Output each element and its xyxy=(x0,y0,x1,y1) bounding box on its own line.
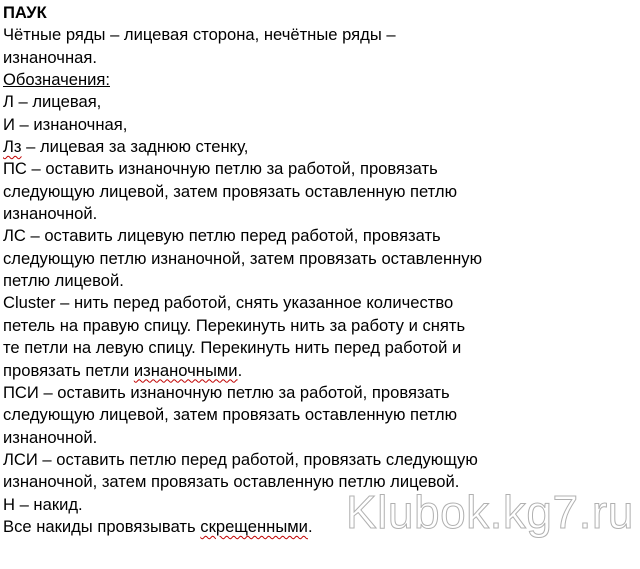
intro-line-1: Чётные ряды – лицевая сторона, нечётные ряды – xyxy=(3,25,396,45)
legend-psi-line-2: следующую лицевой, затем провязать оставленную петлю xyxy=(3,405,458,425)
final-word: скрещенными xyxy=(200,516,308,536)
legend-ls-line-1: ЛС – оставить лицевую петлю перед работой, провязать xyxy=(3,226,441,246)
legend-lz-abbr: Лз xyxy=(3,137,22,157)
legend-ps-line-1: ПС – оставить изнаночную петлю за работой, провязать xyxy=(3,159,438,179)
cluster-last-period: . xyxy=(237,360,243,380)
final-text: Все накиды провязывать xyxy=(3,516,201,536)
pattern-document xyxy=(3,2,635,538)
legend-ls-line-2: следующую петлю изнаночной, затем провязать оставленную xyxy=(3,248,483,268)
legend-cluster-line-1: Cluster – нить перед работой, снять указанное количество xyxy=(3,293,454,313)
legend-lz-text: – лицевая за заднюю стенку, xyxy=(21,137,249,157)
intro-line-2: изнаночная. xyxy=(3,47,97,67)
site-watermark: Klubok.kg7.ru xyxy=(346,486,634,538)
final-period: . xyxy=(307,516,313,536)
cluster-last-word: изнаночными xyxy=(133,360,238,380)
legend-ps-line-3: изнаночной. xyxy=(3,204,98,224)
legend-ps-line-2: следующую лицевой, затем провязать оставленную петлю xyxy=(3,181,458,201)
legend-n: Н – накид. xyxy=(3,494,83,514)
legend-ls-line-3: петлю лицевой. xyxy=(3,271,124,291)
legend-i: И – изнаночная, xyxy=(3,114,128,134)
pattern-title: ПАУК xyxy=(3,3,47,22)
legend-heading: Обозначения: xyxy=(3,70,110,90)
legend-cluster-line-3: те петли на левую спицу. Перекинуть нить перед работой и xyxy=(3,338,462,358)
legend-cluster-line-4 xyxy=(3,360,635,382)
legend-lsi-line-1: ЛСИ – оставить петлю перед работой, провязать следующую xyxy=(3,449,478,469)
legend-psi-line-1: ПСИ – оставить изнаночную петлю за работой, провязать xyxy=(3,382,450,402)
legend-lsi-line-2: изнаночной, затем провязать оставленную петлю лицевой. xyxy=(3,472,460,492)
legend-cluster-line-2: петель на правую спицу. Перекинуть нить за работу и снять xyxy=(3,315,466,335)
legend-psi-line-3: изнаночной. xyxy=(3,427,98,447)
legend-l: Л – лицевая, xyxy=(3,92,102,112)
legend-lz xyxy=(3,136,635,158)
cluster-last-text: провязать петли xyxy=(3,360,134,380)
